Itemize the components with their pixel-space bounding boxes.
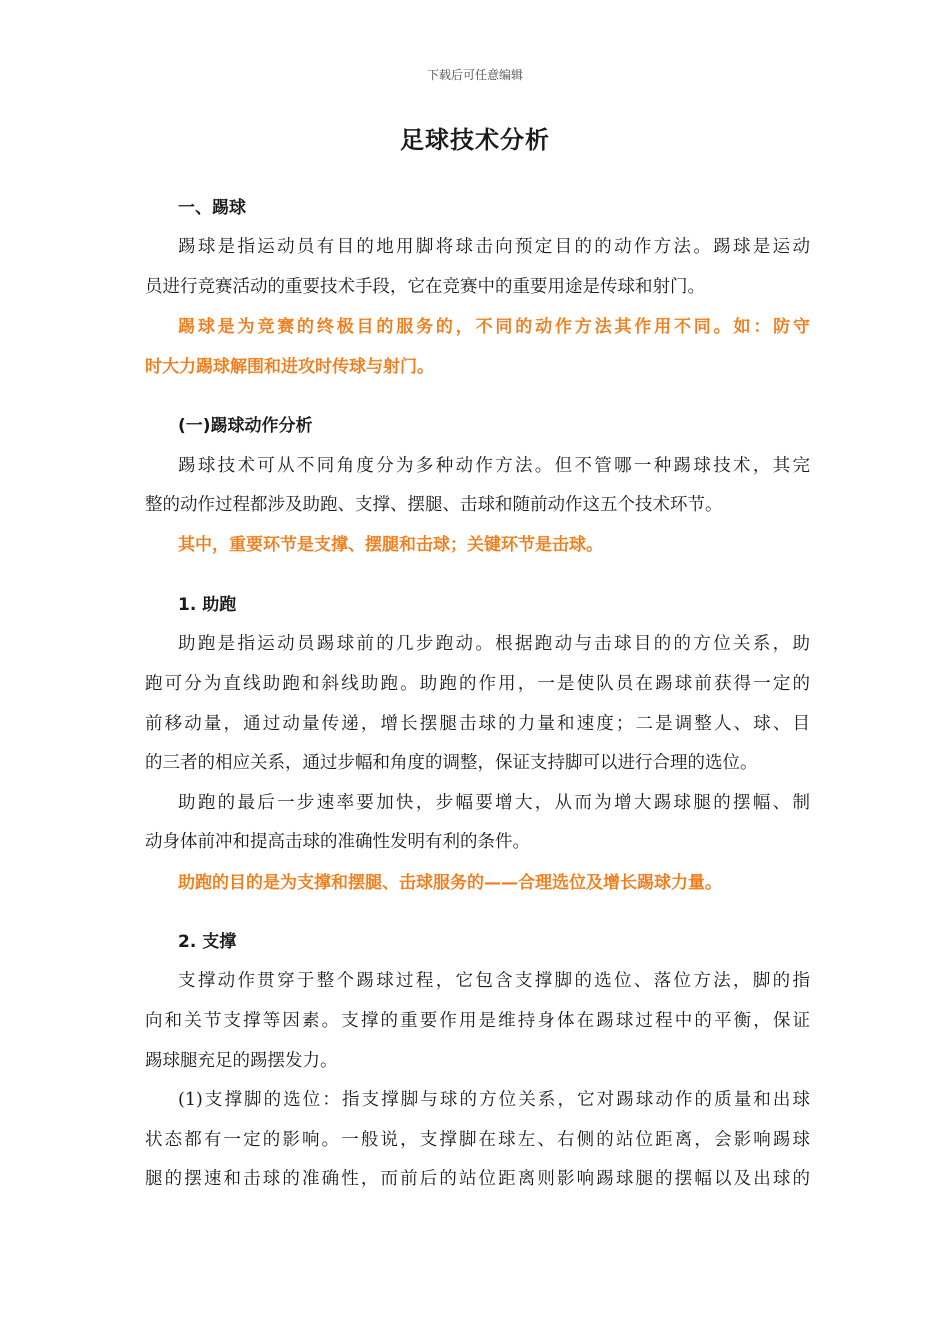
section-heading-kicking: 一、踢球 [178, 198, 246, 218]
paragraph-line: 的三者的相应关系，通过步幅和角度的调整，保证支持脚可以进行合理的选位。 [145, 753, 758, 773]
paragraph-line: 踢球是指运动员有目的地用脚将球击向预定目的的动作方法。踢球是运动 [178, 237, 810, 257]
page-header: 下载后可任意编辑 [426, 68, 523, 82]
key-point-line: 助跑的目的是为支撑和摆腿、击球服务的——合理选位及增长踢球力量。 [178, 873, 722, 893]
paragraph-line: 助跑是指运动员踢球前的几步跑动。根据跑动与击球目的的方位关系，助 [178, 634, 810, 654]
paragraph-line: 前移动量，通过动量传递，增长摆腿击球的力量和速度；二是调整人、球、目 [145, 714, 810, 734]
paragraph-line: 腿的摆速和击球的准确性，而前后的站位距离则影响踢球腿的摆幅以及出球的 [145, 1169, 810, 1189]
subsection-heading-kick-analysis: (一)踢球动作分析 [178, 416, 313, 436]
paragraph-line: 员进行竞赛活动的重要技术手段，它在竞赛中的重要用途是传球和射门。 [145, 277, 705, 297]
paragraph-line: 助跑的最后一步速率要加快，步幅要增大，从而为增大踢球腿的摆幅、制 [178, 793, 810, 813]
key-point-line: 踢球是为竞赛的终极目的服务的，不同的动作方法其作用不同。如：防守 [178, 317, 810, 337]
paragraph-line: 向和关节支撑等因素。支撑的重要作用是维持身体在踢球过程中的平衡，保证 [145, 1011, 810, 1031]
paragraph-line: 踢球技术可从不同角度分为多种动作方法。但不管哪一种踢球技术，其完 [178, 456, 810, 476]
paragraph-line: 支撑动作贯穿于整个踢球过程，它包含支撑脚的选位、落位方法，脚的指 [178, 971, 810, 991]
paragraph-line: 整的动作过程都涉及助跑、支撑、摆腿、击球和随前动作这五个技术环节。 [145, 495, 723, 515]
key-point-line: 其中，重要环节是支撑、摆腿和击球；关键环节是击球。 [178, 535, 603, 555]
key-point-line: 时大力踢球解围和进攻时传球与射门。 [145, 357, 434, 377]
item-heading-support: 2. 支撑 [178, 932, 237, 952]
paragraph-line: 踢球腿充足的踢摆发力。 [145, 1051, 338, 1071]
paragraph-line: (1)支撑脚的选位：指支撑脚与球的方位关系，它对踢球动作的质量和出球 [178, 1090, 810, 1110]
document-title: 足球技术分析 [400, 126, 550, 154]
paragraph-line: 跑可分为直线助跑和斜线助跑。助跑的作用，一是使队员在踢球前获得一定的 [145, 674, 810, 694]
item-heading-run-up: 1. 助跑 [178, 595, 237, 615]
paragraph-line: 动身体前冲和提高击球的准确性发明有利的条件。 [145, 832, 530, 852]
paragraph-line: 状态都有一定的影响。一般说，支撑脚在球左、右侧的站位距离，会影响踢球 [145, 1130, 810, 1150]
